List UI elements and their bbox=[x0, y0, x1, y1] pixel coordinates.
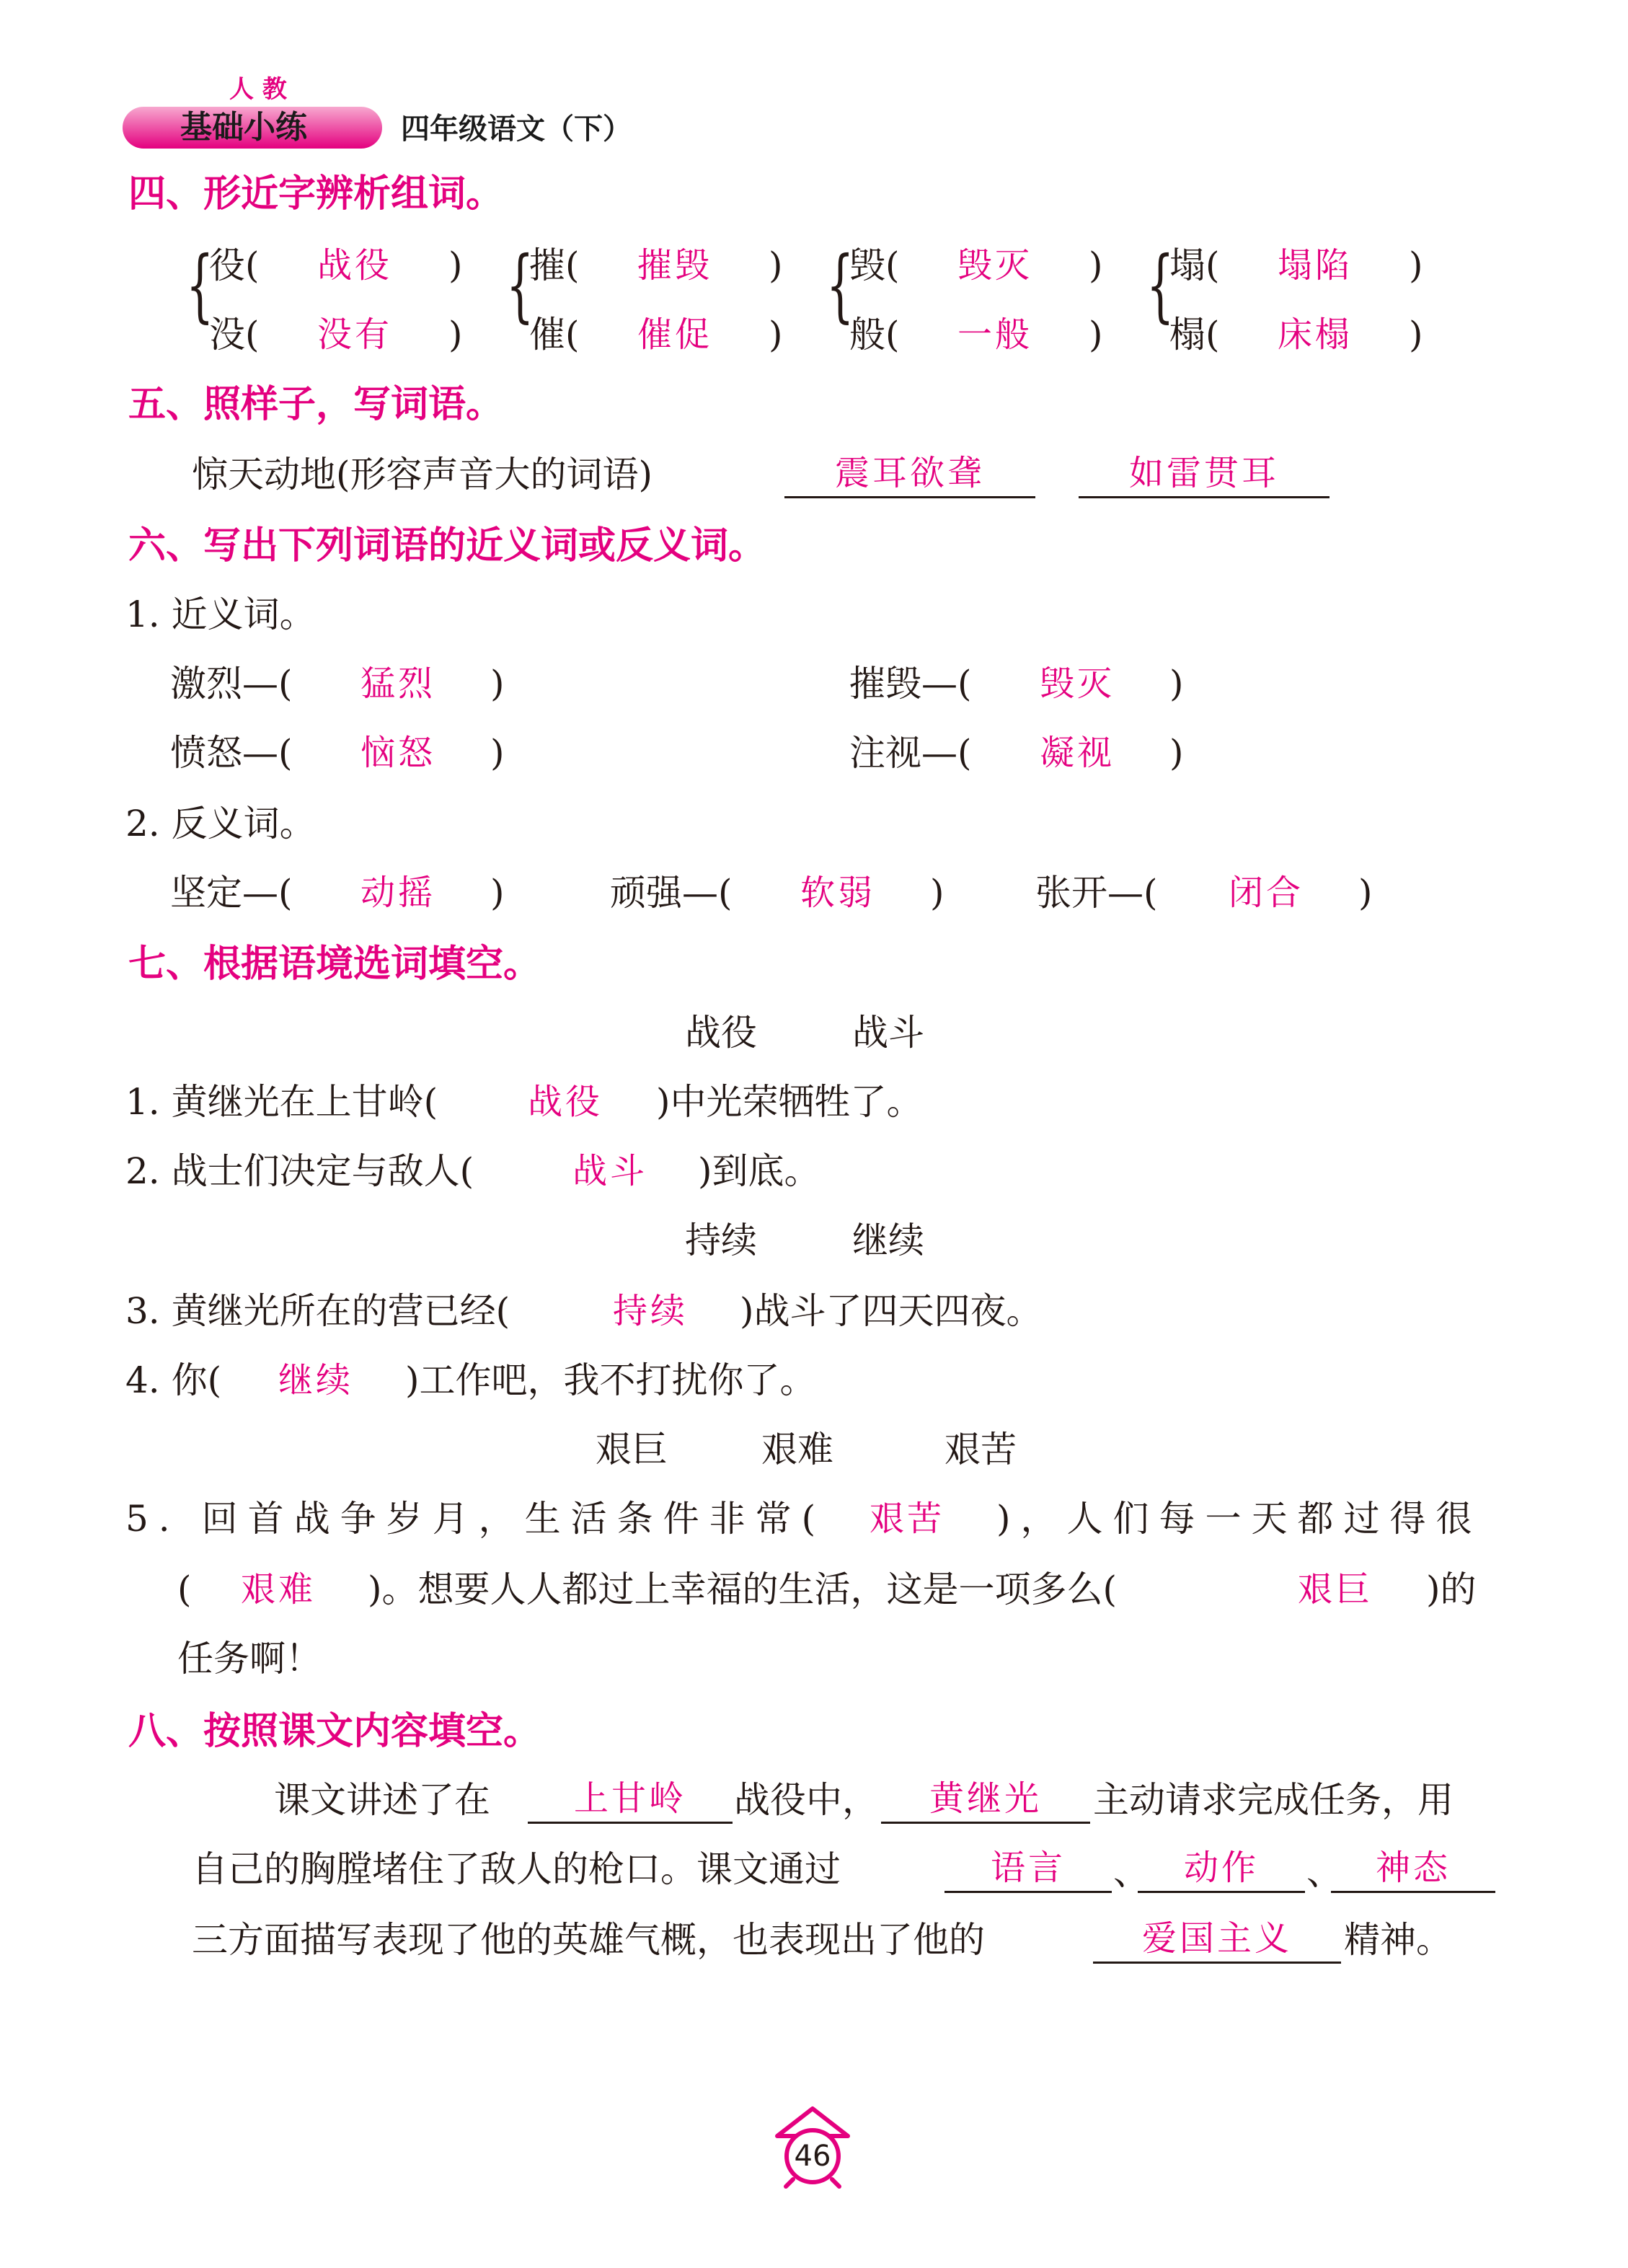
q2-post: )到底。 bbox=[698, 1150, 820, 1192]
brace-3: { bbox=[826, 239, 854, 331]
syn-4-word: 注视—( bbox=[849, 732, 972, 774]
answer-2-bot: 催促 bbox=[637, 314, 713, 355]
s8-text-2: 战役中， bbox=[734, 1779, 878, 1821]
syn-2-close: ) bbox=[1169, 663, 1184, 705]
syn-4-close: ) bbox=[1169, 732, 1184, 774]
s8-sep-2: 、 bbox=[1306, 1851, 1342, 1893]
q4-pre: 4. 你( bbox=[125, 1359, 222, 1401]
answer-1-top: 战役 bbox=[317, 245, 393, 286]
q2-answer: 战斗 bbox=[572, 1151, 648, 1191]
q5-mid-2: )。想要人人都过上幸福的生活，这是一项多么( bbox=[368, 1568, 1118, 1610]
q3-pre: 3. 黄继光所在的营已经( bbox=[125, 1290, 510, 1332]
ant-1-answer: 动摇 bbox=[360, 873, 436, 913]
s8-sep-1: 、 bbox=[1113, 1851, 1149, 1893]
opts1-word-2: 战斗 bbox=[852, 1012, 924, 1054]
opts3-word-1: 艰巨 bbox=[596, 1429, 668, 1470]
syn-2-word: 摧毁—( bbox=[849, 663, 972, 705]
syn-4-answer: 凝视 bbox=[1040, 733, 1115, 773]
q4-post: )工作吧，我不打扰你了。 bbox=[405, 1359, 816, 1401]
q5-pre: 5. 回首战争岁月，生活条件非常( bbox=[125, 1498, 826, 1540]
ant-1-word: 坚定—( bbox=[170, 872, 293, 914]
syn-1-word: 激烈—( bbox=[170, 663, 293, 705]
section-7-title: 七、根据语境选词填空。 bbox=[128, 943, 541, 986]
close-4-bot: ) bbox=[1409, 314, 1423, 356]
answer-3-top: 毁灭 bbox=[957, 245, 1033, 286]
q2-pre: 2. 战士们决定与敌人( bbox=[125, 1150, 474, 1192]
q3-answer: 持续 bbox=[613, 1291, 689, 1331]
close-1-bot: ) bbox=[448, 314, 463, 356]
s8-text-6: 精神。 bbox=[1344, 1919, 1452, 1961]
char-3-top: 毁( bbox=[849, 244, 900, 286]
syn-2-answer: 毁灭 bbox=[1040, 663, 1115, 704]
ant-3-answer: 闭合 bbox=[1229, 873, 1304, 913]
q5-end: 任务啊！ bbox=[177, 1638, 322, 1680]
q1-pre: 1. 黄继光在上甘岭( bbox=[125, 1081, 438, 1123]
char-1-bot: 没( bbox=[209, 314, 260, 356]
s8-answer-language: 语言 bbox=[944, 1846, 1112, 1893]
close-1-top: ) bbox=[448, 244, 463, 286]
brace-2: { bbox=[506, 239, 534, 331]
s8-text-4: 自己的胸膛堵住了敌人的枪口。课文通过 bbox=[192, 1848, 841, 1890]
answer-4-top: 塌陷 bbox=[1278, 245, 1353, 286]
q4-answer: 继续 bbox=[278, 1360, 354, 1400]
ant-3-word: 张开—( bbox=[1035, 872, 1158, 914]
opts3-word-3: 艰苦 bbox=[944, 1429, 1017, 1470]
syn-1-answer: 猛烈 bbox=[360, 663, 436, 704]
brace-4: { bbox=[1146, 239, 1174, 331]
q5-answer-1: 艰苦 bbox=[870, 1499, 945, 1539]
q5-open-2: ( bbox=[177, 1568, 192, 1610]
section-6-title: 六、写出下列词语的近义词或反义词。 bbox=[128, 524, 766, 568]
close-2-top: ) bbox=[769, 244, 783, 286]
close-4-top: ) bbox=[1409, 244, 1423, 286]
page-number: 46 bbox=[794, 2140, 831, 2173]
q5-answer-2: 艰难 bbox=[241, 1569, 317, 1610]
close-2-bot: ) bbox=[769, 314, 783, 356]
opts3-word-2: 艰难 bbox=[761, 1429, 833, 1470]
q5-answer-3: 艰巨 bbox=[1298, 1569, 1373, 1610]
s8-answer-expression: 神态 bbox=[1331, 1846, 1495, 1893]
syn-1-close: ) bbox=[490, 663, 505, 705]
char-1-top: 役( bbox=[209, 244, 260, 286]
grade-label: 四年级语文（下） bbox=[401, 112, 632, 146]
char-4-top: 塌( bbox=[1169, 244, 1220, 286]
opts1-word-1: 战役 bbox=[685, 1012, 757, 1054]
s8-answer-spirit: 爱国主义 bbox=[1093, 1917, 1341, 1964]
close-3-bot: ) bbox=[1089, 314, 1103, 356]
char-3-bot: 般( bbox=[849, 314, 900, 356]
s5-answer-2: 如雷贯耳 bbox=[1079, 451, 1330, 498]
syn-3-close: ) bbox=[490, 732, 505, 774]
q1-post: )中光荣牺牲了。 bbox=[656, 1081, 923, 1123]
s5-answer-1: 震耳欲聋 bbox=[784, 451, 1035, 498]
s6-antonym-label: 2. 反义词。 bbox=[125, 803, 316, 844]
char-2-bot: 催( bbox=[529, 314, 580, 356]
char-4-bot: 榻( bbox=[1169, 314, 1220, 356]
answer-1-bot: 没有 bbox=[317, 314, 393, 355]
s8-text-5: 三方面描写表现了他的英雄气概，也表现出了他的 bbox=[192, 1919, 985, 1961]
s8-text-1: 课文讲述了在 bbox=[274, 1779, 490, 1821]
s8-answer-place: 上甘岭 bbox=[528, 1777, 733, 1824]
section-4-title: 四、形近字辨析组词。 bbox=[128, 172, 504, 216]
s8-text-3: 主动请求完成任务，用 bbox=[1093, 1779, 1454, 1821]
q3-post: )战斗了四天四夜。 bbox=[740, 1290, 1043, 1332]
ant-3-close: ) bbox=[1358, 872, 1373, 914]
answer-4-bot: 床榻 bbox=[1278, 314, 1353, 355]
s8-answer-action: 动作 bbox=[1138, 1846, 1305, 1893]
ant-2-close: ) bbox=[930, 872, 944, 914]
series-title: 基础小练 bbox=[180, 109, 307, 146]
ant-2-answer: 软弱 bbox=[800, 873, 876, 913]
brace-1: { bbox=[186, 239, 214, 331]
s6-synonym-label: 1. 近义词。 bbox=[125, 594, 316, 635]
char-2-top: 摧( bbox=[529, 244, 580, 286]
syn-3-answer: 恼怒 bbox=[360, 733, 436, 773]
q1-answer: 战役 bbox=[528, 1082, 603, 1122]
s5-example: 惊天动地(形容声音大的词语) bbox=[192, 454, 653, 495]
publisher-label: 人 教 bbox=[229, 75, 287, 104]
close-3-top: ) bbox=[1089, 244, 1103, 286]
q5-post: )的 bbox=[1426, 1568, 1477, 1610]
section-8-title: 八、按照课文内容填空。 bbox=[128, 1710, 541, 1753]
ant-1-close: ) bbox=[490, 872, 505, 914]
ant-2-word: 顽强—( bbox=[610, 872, 733, 914]
section-5-title: 五、照样子，写词语。 bbox=[128, 383, 504, 426]
answer-2-top: 摧毁 bbox=[637, 245, 713, 286]
q5-mid-1: )，人们每一天都过得很 bbox=[996, 1498, 1482, 1540]
opts2-word-1: 持续 bbox=[685, 1219, 757, 1261]
syn-3-word: 愤怒—( bbox=[170, 732, 293, 774]
opts2-word-2: 继续 bbox=[852, 1219, 924, 1261]
s8-answer-hero: 黄继光 bbox=[881, 1777, 1090, 1824]
answer-3-bot: 一般 bbox=[957, 314, 1033, 355]
